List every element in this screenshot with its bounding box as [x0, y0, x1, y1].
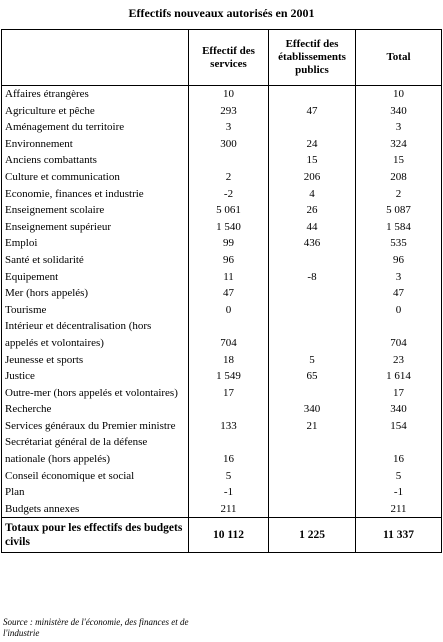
row-label: Budgets annexes	[2, 501, 189, 518]
row-total: 704	[356, 318, 442, 351]
table-header-row	[2, 30, 442, 86]
row-services: 17	[189, 385, 269, 402]
row-services: 211	[189, 501, 269, 518]
row-services: 704	[189, 318, 269, 351]
header-etablissements: Effectif des établissements publics	[269, 30, 356, 86]
row-total: 10	[356, 86, 442, 103]
table-row	[2, 285, 442, 302]
header-services: Effectif des services	[189, 30, 269, 86]
row-total: 0	[356, 302, 442, 319]
row-services: 1 540	[189, 219, 269, 236]
row-label: Agriculture et pêche	[2, 103, 189, 120]
table-row	[2, 186, 442, 203]
table-row	[2, 235, 442, 252]
table-body	[2, 86, 442, 518]
row-total: -1	[356, 484, 442, 501]
totals-services: 10 112	[189, 518, 269, 553]
row-etablissements	[269, 86, 356, 103]
row-total: 5 087	[356, 202, 442, 219]
table-row	[2, 385, 442, 402]
row-etablissements	[269, 468, 356, 485]
row-services: -2	[189, 186, 269, 203]
row-services: 293	[189, 103, 269, 120]
table-row	[2, 119, 442, 136]
row-label: Outre-mer (hors appelés et volontaires)	[2, 385, 189, 402]
row-services: 96	[189, 252, 269, 269]
row-label: Mer (hors appelés)	[2, 285, 189, 302]
row-total: 47	[356, 285, 442, 302]
row-etablissements	[269, 501, 356, 518]
row-total: 5	[356, 468, 442, 485]
row-label: Tourisme	[2, 302, 189, 319]
row-services: 47	[189, 285, 269, 302]
row-etablissements: 26	[269, 202, 356, 219]
row-services: 300	[189, 136, 269, 153]
row-services: 99	[189, 235, 269, 252]
totals-etablissements: 1 225	[269, 518, 356, 553]
row-services: 1 549	[189, 368, 269, 385]
table-title: Effectifs nouveaux autorisés en 2001	[128, 6, 315, 20]
row-total: 3	[356, 119, 442, 136]
row-total: 15	[356, 152, 442, 169]
table-row	[2, 302, 442, 319]
row-etablissements: 47	[269, 103, 356, 120]
totals-row	[2, 518, 442, 553]
row-total: 211	[356, 501, 442, 518]
row-etablissements: 44	[269, 219, 356, 236]
row-etablissements	[269, 302, 356, 319]
row-label: Justice	[2, 368, 189, 385]
source-note: Source : ministère de l'économie, des finances et de l'industrie	[3, 617, 189, 638]
row-etablissements	[269, 385, 356, 402]
table-row	[2, 352, 442, 369]
row-etablissements	[269, 484, 356, 501]
row-etablissements: 206	[269, 169, 356, 186]
row-label: Affaires étrangères	[2, 86, 189, 103]
row-etablissements	[269, 285, 356, 302]
table-row	[2, 368, 442, 385]
table-row	[2, 401, 442, 418]
row-label: Economie, finances et industrie	[2, 186, 189, 203]
table-row	[2, 86, 442, 103]
row-label: Plan	[2, 484, 189, 501]
row-label: Conseil économique et social	[2, 468, 189, 485]
table-row	[2, 484, 442, 501]
row-etablissements: 340	[269, 401, 356, 418]
row-label: Aménagement du territoire	[2, 119, 189, 136]
table-row	[2, 434, 442, 467]
row-services: 2	[189, 169, 269, 186]
totals-total: 11 337	[356, 518, 442, 553]
row-label: Services généraux du Premier ministre	[2, 418, 189, 435]
row-etablissements	[269, 119, 356, 136]
row-total: 2	[356, 186, 442, 203]
table-row	[2, 169, 442, 186]
table-row	[2, 136, 442, 153]
table-row	[2, 202, 442, 219]
table-row	[2, 103, 442, 120]
row-services	[189, 152, 269, 169]
row-total: 535	[356, 235, 442, 252]
table-row	[2, 418, 442, 435]
row-total: 208	[356, 169, 442, 186]
row-total: 340	[356, 103, 442, 120]
row-label: Environnement	[2, 136, 189, 153]
header-label-column	[2, 30, 189, 86]
row-total: 23	[356, 352, 442, 369]
row-etablissements: 21	[269, 418, 356, 435]
row-label: Enseignement scolaire	[2, 202, 189, 219]
row-label: Santé et solidarité	[2, 252, 189, 269]
row-total: 1 614	[356, 368, 442, 385]
row-services: 10	[189, 86, 269, 103]
row-services: 133	[189, 418, 269, 435]
table-row	[2, 318, 442, 351]
table-row	[2, 468, 442, 485]
row-total: 16	[356, 434, 442, 467]
table-row	[2, 269, 442, 286]
row-etablissements	[269, 252, 356, 269]
row-services: 3	[189, 119, 269, 136]
row-services	[189, 401, 269, 418]
row-etablissements	[269, 318, 356, 351]
row-etablissements: 15	[269, 152, 356, 169]
row-label: Secrétariat général de la défense nationale (hors appelés)	[2, 434, 189, 467]
row-total: 96	[356, 252, 442, 269]
row-label: Recherche	[2, 401, 189, 418]
table-row	[2, 152, 442, 169]
header-total: Total	[356, 30, 442, 86]
row-etablissements: 24	[269, 136, 356, 153]
row-services: 5 061	[189, 202, 269, 219]
row-label: Enseignement supérieur	[2, 219, 189, 236]
table-row	[2, 219, 442, 236]
row-label: Anciens combattants	[2, 152, 189, 169]
row-etablissements: -8	[269, 269, 356, 286]
row-services: 5	[189, 468, 269, 485]
row-total: 17	[356, 385, 442, 402]
row-services: 11	[189, 269, 269, 286]
totals-label: Totaux pour les effectifs des budgets civils	[2, 518, 189, 553]
row-label: Intérieur et décentralisation (hors appelés et volontaires)	[2, 318, 189, 351]
row-services: 0	[189, 302, 269, 319]
row-etablissements: 65	[269, 368, 356, 385]
row-label: Equipement	[2, 269, 189, 286]
row-total: 1 584	[356, 219, 442, 236]
table-row	[2, 252, 442, 269]
row-services: 16	[189, 434, 269, 467]
row-etablissements	[269, 434, 356, 467]
row-total: 324	[356, 136, 442, 153]
row-etablissements: 436	[269, 235, 356, 252]
row-etablissements: 4	[269, 186, 356, 203]
row-etablissements: 5	[269, 352, 356, 369]
staffing-table	[1, 29, 442, 553]
row-total: 340	[356, 401, 442, 418]
row-total: 3	[356, 269, 442, 286]
table-row	[2, 501, 442, 518]
row-label: Jeunesse et sports	[2, 352, 189, 369]
row-services: -1	[189, 484, 269, 501]
row-label: Culture et communication	[2, 169, 189, 186]
row-total: 154	[356, 418, 442, 435]
row-services: 18	[189, 352, 269, 369]
row-label: Emploi	[2, 235, 189, 252]
